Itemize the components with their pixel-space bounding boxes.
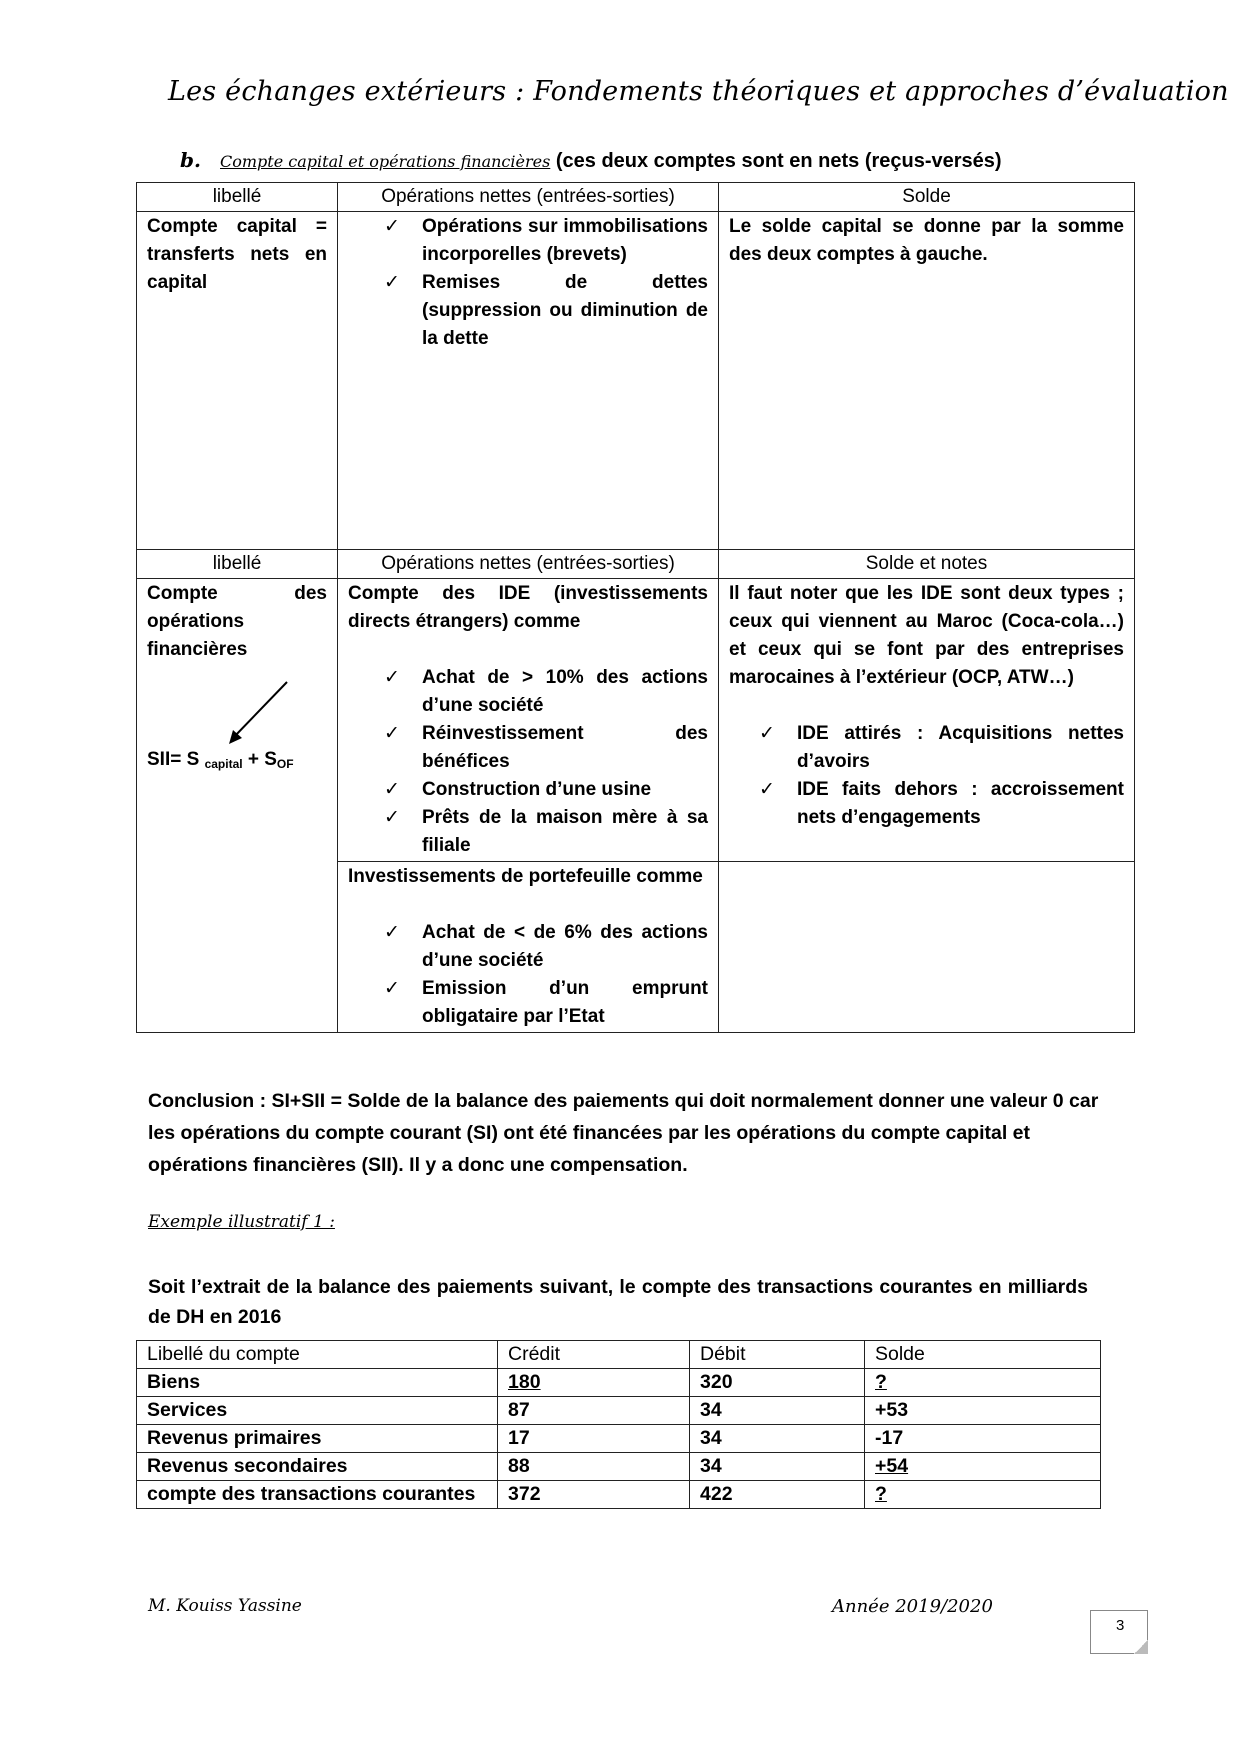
section-title: Compte capital et opérations financières	[220, 152, 551, 171]
list-item	[384, 720, 708, 776]
table-row	[137, 1481, 1101, 1509]
ide-intro: Compte des IDE (investissements directs étrangers) comme	[348, 583, 708, 632]
check-icon: ✓	[759, 779, 775, 800]
list-item-text: Remises de dettes (suppression ou diminution de la dette	[422, 272, 708, 349]
list-item	[384, 269, 708, 353]
section-heading	[180, 148, 1002, 173]
list-item-text: Achat de < de 6% des actions d’une société	[422, 922, 708, 971]
table-row	[137, 579, 1135, 862]
header-cell: Opérations nettes (entrées-sorties)	[338, 550, 719, 579]
list-item	[384, 213, 708, 269]
check-icon: ✓	[384, 922, 400, 943]
check-icon: ✓	[384, 723, 400, 744]
table-cell: 34	[690, 1397, 865, 1425]
cell-value: ?	[875, 1483, 887, 1505]
accounts-table	[136, 182, 1135, 1033]
check-icon: ✓	[384, 807, 400, 828]
example-intro: Soit l’extrait de la balance des paiements suivant, le compte des transactions courantes en milliards de DH en 2016	[148, 1276, 1088, 1328]
financial-account-cell	[137, 579, 338, 1033]
table-cell: 372	[498, 1481, 690, 1509]
ide-notes-cell	[719, 579, 1135, 862]
list-item-text: Prêts de la maison mère à sa filiale	[422, 807, 708, 856]
table-row	[137, 1425, 1101, 1453]
capital-account-label: Compte capital = transferts nets en capital	[137, 212, 338, 550]
table-cell: Biens	[137, 1369, 498, 1397]
conclusion-paragraph: Conclusion : SI+SII = Solde de la balance des paiements qui doit normalement donner une valeur 0 car les opérations du compte courant (SI) ont été financées par les opérations du compte capital et opérations financières (SII). Il y a donc une compensation.	[148, 1090, 1099, 1176]
table-row	[137, 212, 1135, 550]
table-cell: Revenus primaires	[137, 1425, 498, 1453]
list-item	[384, 664, 708, 720]
ide-note: Il faut noter que les IDE sont deux types ; ceux qui viennent au Maroc (Coca-cola…) et ceux qui se font par des entreprises marocaines à l’extérieur (OCP, ATW…)	[729, 583, 1124, 688]
formula-part: + S	[242, 749, 277, 770]
table-header-row	[137, 1341, 1101, 1369]
arrow-icon	[225, 678, 295, 748]
check-icon: ✓	[384, 779, 400, 800]
table-cell: 34	[690, 1453, 865, 1481]
cell-value: +54	[875, 1455, 909, 1477]
header-cell: Solde	[719, 183, 1135, 212]
footer-author: M. Kouiss Yassine	[148, 1596, 302, 1616]
table-cell: +53	[865, 1397, 1101, 1425]
table-cell	[865, 1481, 1101, 1509]
table-cell: Revenus secondaires	[137, 1453, 498, 1481]
footer-year: Année 2019/2020	[832, 1596, 993, 1617]
formula-subscript: capital	[204, 757, 243, 771]
cell-value: ?	[875, 1371, 887, 1393]
list-item-text: IDE faits dehors : accroissement nets d’engagements	[797, 779, 1124, 828]
table-cell: 422	[690, 1481, 865, 1509]
formula-subscript: OF	[276, 757, 294, 771]
page-number-badge	[1090, 1610, 1148, 1654]
financial-account-label: Compte des opérations financières	[147, 583, 327, 660]
list-item	[759, 720, 1124, 776]
table-row	[137, 1369, 1101, 1397]
header-cell: Débit	[690, 1341, 865, 1369]
table-cell: 320	[690, 1369, 865, 1397]
list-item	[759, 776, 1124, 832]
table-cell	[865, 1369, 1101, 1397]
table-cell: 87	[498, 1397, 690, 1425]
current-account-table	[136, 1340, 1101, 1509]
table-row	[137, 1453, 1101, 1481]
capital-operations-cell	[338, 212, 719, 550]
check-icon: ✓	[384, 667, 400, 688]
portfolio-intro: Investissements de portefeuille comme	[348, 866, 703, 887]
list-item	[384, 975, 708, 1031]
table-cell	[865, 1453, 1101, 1481]
capital-balance-cell: Le solde capital se donne par la somme des deux comptes à gauche.	[719, 212, 1135, 550]
header-cell: libellé	[137, 183, 338, 212]
list-item-text: Emission d’un emprunt obligataire par l’Etat	[422, 978, 708, 1027]
balance-formula	[147, 746, 327, 778]
list-item-text: IDE attirés : Acquisitions nettes d’avoirs	[797, 723, 1124, 772]
page-number: 3	[1116, 1617, 1125, 1634]
section-letter: b.	[180, 148, 201, 172]
table-cell: 17	[498, 1425, 690, 1453]
list-item-text: Opérations sur immobilisations incorporelles (brevets)	[422, 216, 708, 265]
page-title: Les échanges extérieurs : Fondements théoriques et approches d’évaluation	[168, 76, 1229, 107]
table-cell: Services	[137, 1397, 498, 1425]
portfolio-notes-cell	[719, 862, 1135, 1033]
list-item-text: Réinvestissement des bénéfices	[422, 723, 708, 772]
table-cell: 34	[690, 1425, 865, 1453]
formula-part: SII= S	[147, 749, 200, 770]
check-icon: ✓	[759, 723, 775, 744]
list-item	[384, 776, 708, 804]
table-cell: compte des transactions courantes	[137, 1481, 498, 1509]
table-header-row	[137, 183, 1135, 212]
list-item	[384, 804, 708, 860]
section-subtitle: (ces deux comptes sont en nets (reçus-versés)	[555, 150, 1002, 172]
header-cell: Solde et notes	[719, 550, 1135, 579]
portfolio-operations-cell	[338, 862, 719, 1033]
check-icon: ✓	[384, 216, 400, 237]
header-cell: libellé	[137, 550, 338, 579]
header-cell: Libellé du compte	[137, 1341, 498, 1369]
table-header-row	[137, 550, 1135, 579]
list-item-text: Construction d’une usine	[422, 779, 652, 800]
list-item-text: Achat de > 10% des actions d’une société	[422, 667, 708, 716]
table-row	[137, 1397, 1101, 1425]
list-item	[384, 919, 708, 975]
header-cell: Solde	[865, 1341, 1101, 1369]
header-cell: Crédit	[498, 1341, 690, 1369]
table-cell: 88	[498, 1453, 690, 1481]
header-cell: Opérations nettes (entrées-sorties)	[338, 183, 719, 212]
check-icon: ✓	[384, 272, 400, 293]
cell-value: 180	[508, 1371, 541, 1393]
table-cell	[498, 1369, 690, 1397]
example-heading: Exemple illustratif 1 :	[148, 1212, 335, 1232]
check-icon: ✓	[384, 978, 400, 999]
ide-operations-cell	[338, 579, 719, 862]
table-cell: -17	[865, 1425, 1101, 1453]
